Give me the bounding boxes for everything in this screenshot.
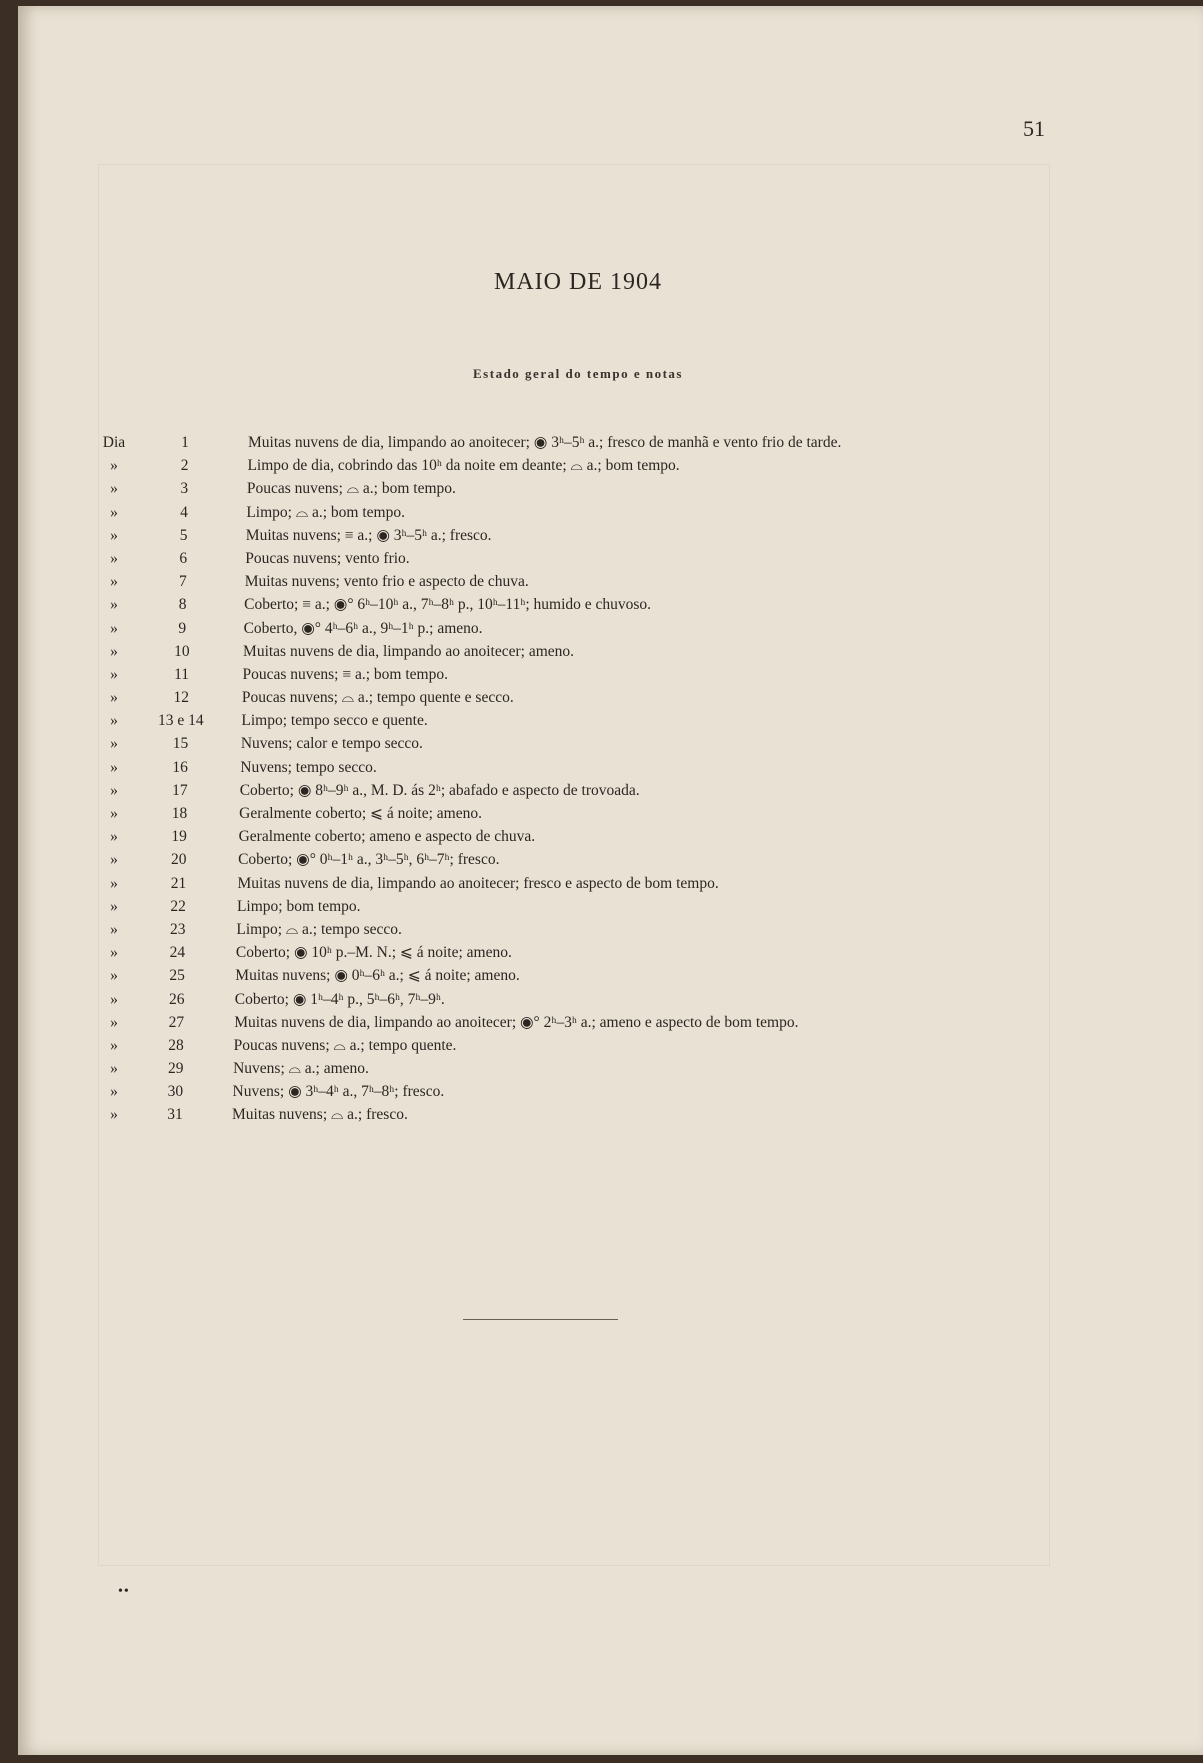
weather-entries-list — [18, 431, 1203, 1127]
entry-mark: » — [110, 573, 118, 591]
entry-day: 8 — [178, 596, 187, 614]
entry-day: 11 — [174, 665, 190, 683]
entry-day: 29 — [167, 1060, 184, 1078]
entry-note: Poucas nuvens; ⌓ a.; bom tempo. — [246, 480, 456, 498]
entry-mark: » — [110, 828, 118, 846]
entry-note: Limpo; ⌓ a.; tempo secco. — [236, 920, 402, 938]
section-subtitle: Estado geral do tempo e notas — [473, 366, 683, 381]
entry-note: Limpo; tempo secco e quente. — [241, 712, 428, 730]
list-item — [18, 779, 1203, 802]
list-item — [18, 454, 1203, 477]
entry-mark: » — [110, 503, 118, 521]
entry-note: Coberto; ◉° 0ʰ–1ʰ a., 3ʰ–5ʰ, 6ʰ–7ʰ; fresco. — [238, 851, 500, 869]
entry-note: Poucas nuvens; ≡ a.; bom tempo. — [242, 665, 448, 683]
entry-day: 7 — [179, 573, 187, 591]
entry-day: 19 — [171, 828, 187, 846]
list-item — [18, 1011, 1203, 1034]
entry-mark: » — [110, 781, 118, 799]
page-title: MAIO DE 1904 — [494, 269, 662, 295]
closing-rule — [463, 1319, 618, 1320]
list-item — [18, 663, 1203, 686]
entry-day: 6 — [179, 549, 188, 567]
page-number: 51 — [1023, 116, 1045, 141]
list-item — [18, 501, 1203, 524]
entry-mark: » — [110, 642, 118, 660]
entry-day: 3 — [180, 480, 189, 498]
entry-day: 12 — [173, 689, 189, 707]
entry-mark: » — [110, 1106, 118, 1124]
entry-mark: » — [110, 1036, 118, 1054]
list-item — [18, 1080, 1203, 1103]
entry-mark: » — [110, 920, 118, 938]
list-item — [18, 617, 1203, 640]
entry-note: Limpo de dia, cobrindo das 10ʰ da noite em deante; ⌓ a.; bom tempo. — [247, 457, 680, 475]
list-item — [18, 895, 1203, 918]
list-item — [18, 524, 1203, 547]
entry-mark: » — [110, 526, 118, 544]
entry-note: Muitas nuvens; ≡ a.; ◉ 3ʰ–5ʰ a.; fresco. — [245, 526, 492, 544]
entry-mark: » — [110, 480, 118, 498]
entry-note: Muitas nuvens de dia, limpando ao anoitecer; fresco e aspecto de bom tempo. — [237, 874, 719, 892]
list-item — [18, 640, 1203, 663]
entry-day: 10 — [174, 642, 190, 660]
entry-mark: » — [110, 851, 118, 869]
entry-mark: » — [110, 665, 118, 683]
list-item — [18, 732, 1203, 755]
entry-mark: » — [110, 805, 118, 822]
list-item — [18, 756, 1203, 779]
entry-mark: » — [110, 457, 118, 475]
entry-day: 9 — [178, 619, 187, 637]
list-item — [18, 918, 1203, 941]
list-item — [18, 1103, 1203, 1126]
entry-note: Limpo; ⌓ a.; bom tempo. — [246, 503, 405, 521]
entry-note: Poucas nuvens; vento frio. — [245, 549, 410, 567]
entry-day: 16 — [172, 758, 188, 776]
entry-note: Muitas nuvens; ⌓ a.; fresco. — [232, 1106, 408, 1124]
entry-mark: » — [110, 897, 118, 915]
entry-day: 15 — [172, 735, 189, 753]
entry-day: 24 — [169, 944, 186, 962]
entry-note: Nuvens; calor e tempo secco. — [240, 735, 423, 753]
list-item — [18, 431, 1203, 454]
entry-note: Limpo; bom tempo. — [236, 897, 361, 915]
entry-day: 13 e 14 — [158, 712, 204, 730]
entry-note: Geralmente coberto; ⩽ á noite; ameno. — [239, 805, 482, 822]
entry-mark: » — [110, 689, 118, 707]
entry-mark: Dia — [102, 434, 126, 451]
entry-day: 30 — [167, 1083, 184, 1101]
list-item — [18, 964, 1203, 987]
entry-mark: » — [110, 1013, 118, 1031]
list-item — [18, 709, 1203, 732]
list-item — [18, 477, 1203, 500]
footer-dots: •• — [118, 1584, 130, 1599]
list-item — [18, 872, 1203, 895]
list-item — [18, 547, 1203, 570]
entry-mark: » — [110, 990, 118, 1008]
entry-day: 1 — [181, 434, 189, 451]
entry-note: Muitas nuvens; vento frio e aspecto de chuva. — [244, 573, 529, 591]
entry-mark: » — [110, 874, 118, 892]
entry-day: 4 — [180, 503, 188, 521]
entry-note: Poucas nuvens; ⌓ a.; tempo quente. — [233, 1036, 457, 1054]
entry-day: 26 — [168, 990, 185, 1008]
entry-day: 27 — [168, 1013, 185, 1031]
entry-note: Muitas nuvens de dia, limpando ao anoitecer; ◉° 2ʰ–3ʰ a.; ameno e aspecto de bom tempo. — [234, 1013, 799, 1031]
list-item — [18, 1057, 1203, 1080]
entry-note: Muitas nuvens de dia, limpando ao anoitecer; ameno. — [243, 642, 575, 660]
entry-note: Poucas nuvens; ⌓ a.; tempo quente e secco. — [241, 689, 514, 707]
entry-mark: » — [110, 1083, 118, 1101]
entry-note: Coberto; ◉ 10ʰ p.–M. N.; ⩽ á noite; ameno. — [235, 944, 512, 962]
entry-mark: » — [110, 619, 118, 637]
list-item — [18, 686, 1203, 709]
document-page — [18, 6, 1203, 1755]
entry-mark: » — [110, 1060, 118, 1078]
list-item — [18, 1034, 1203, 1057]
entry-mark: » — [110, 967, 118, 985]
entry-day: 18 — [171, 805, 188, 822]
entry-day: 5 — [179, 526, 188, 544]
entry-mark: » — [110, 549, 118, 567]
entry-mark: » — [110, 735, 118, 753]
entry-day: 22 — [170, 897, 186, 915]
entry-day: 17 — [172, 781, 188, 799]
entry-note: Muitas nuvens; ◉ 0ʰ–6ʰ a.; ⩽ á noite; ameno. — [235, 967, 520, 985]
entry-day: 21 — [170, 874, 187, 892]
entry-note: Muitas nuvens de dia, limpando ao anoitecer; ◉ 3ʰ–5ʰ a.; fresco de manhã e vento frio de tarde. — [248, 434, 842, 451]
list-item — [18, 802, 1203, 825]
list-item — [18, 825, 1203, 848]
list-item — [18, 941, 1203, 964]
entry-mark: » — [110, 712, 118, 730]
entry-day: 23 — [170, 920, 186, 938]
entry-day: 2 — [180, 457, 189, 475]
entry-note: Coberto, ◉° 4ʰ–6ʰ a., 9ʰ–1ʰ p.; ameno. — [243, 619, 483, 637]
entry-mark: » — [110, 596, 118, 614]
entry-note: Coberto; ◉ 8ʰ–9ʰ a., M. D. ás 2ʰ; abafado e aspecto de trovoada. — [239, 781, 640, 799]
list-item — [18, 848, 1203, 871]
entry-day: 20 — [171, 851, 187, 869]
entry-day: 25 — [169, 967, 185, 985]
entry-note: Coberto; ≡ a.; ◉° 6ʰ–10ʰ a., 7ʰ–8ʰ p., 10ʰ–11ʰ; humido e chuvoso. — [244, 596, 652, 614]
entry-note: Nuvens; ⌓ a.; ameno. — [233, 1060, 369, 1078]
entry-note: Nuvens; tempo secco. — [240, 758, 377, 776]
entry-day: 28 — [168, 1036, 184, 1054]
list-item — [18, 570, 1203, 593]
entry-note: Coberto; ◉ 1ʰ–4ʰ p., 5ʰ–6ʰ, 7ʰ–9ʰ. — [234, 990, 445, 1008]
entry-mark: » — [110, 758, 118, 776]
entry-mark: » — [110, 944, 118, 962]
entry-day: 31 — [167, 1106, 183, 1124]
entry-note: Geralmente coberto; ameno e aspecto de chuva. — [238, 828, 536, 846]
entry-note: Nuvens; ◉ 3ʰ–4ʰ a., 7ʰ–8ʰ; fresco. — [232, 1083, 445, 1101]
list-item — [18, 593, 1203, 616]
list-item — [18, 988, 1203, 1011]
